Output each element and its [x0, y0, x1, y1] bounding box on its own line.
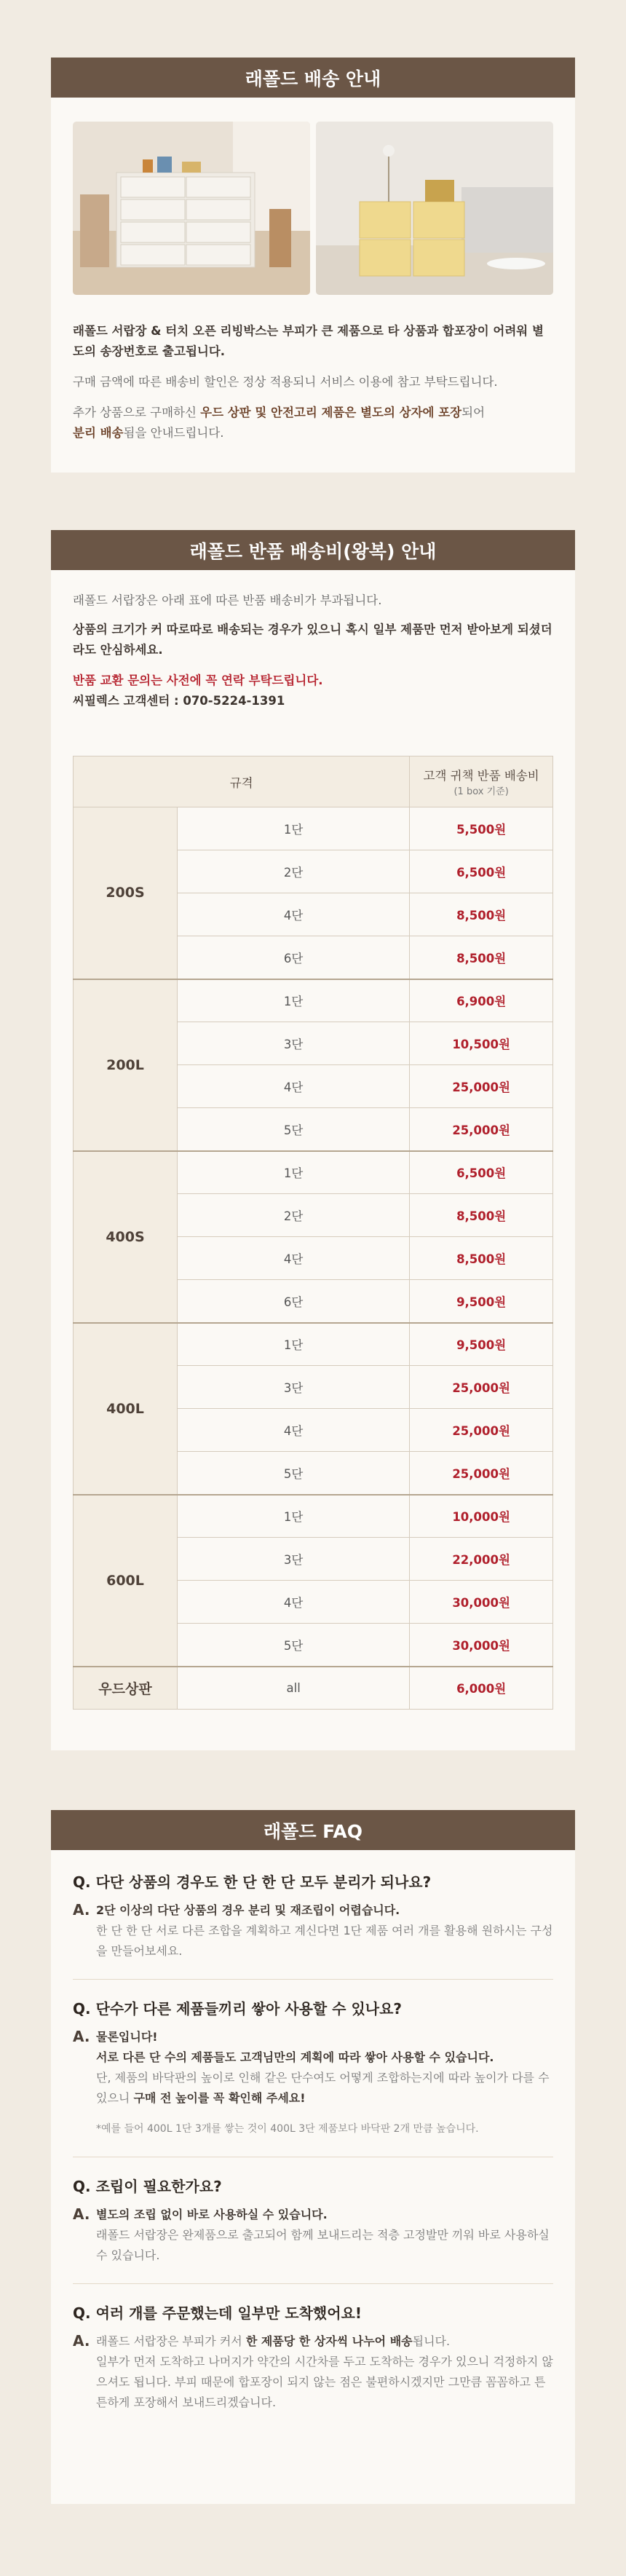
faq-section — [51, 1810, 575, 2504]
fee-cell: 6,000원 — [410, 1667, 553, 1710]
faq-question: Q. 여러 개를 주문했는데 일부만 도착했어요! — [73, 2304, 362, 2322]
answer-mid: 됩니다. — [412, 2334, 451, 2348]
table-row — [74, 1323, 553, 1366]
extra-pre: 추가 상품으로 구매하신 — [73, 406, 201, 419]
returns-line-1: 래폴드 서랍장은 아래 표에 따른 반품 배송비가 부과됩니다. — [73, 593, 382, 607]
faq-answer — [73, 2331, 553, 2413]
spec-group-cell: 200L — [74, 979, 178, 1151]
tier-cell: 3단 — [178, 1022, 410, 1065]
fee-cell: 25,000원 — [410, 1108, 553, 1151]
fee-cell: 22,000원 — [410, 1538, 553, 1581]
faq-answer — [73, 2205, 553, 2266]
answer-bold: 한 제품당 한 상자씩 나누어 배송 — [245, 2334, 413, 2348]
answer-mark: A. — [73, 2332, 90, 2350]
spec-group-cell: 600L — [74, 1495, 178, 1667]
fee-cell: 10,500원 — [410, 1022, 553, 1065]
tier-cell: 4단 — [178, 1409, 410, 1452]
return-fee-table — [73, 756, 553, 1710]
header-fee-label: 고객 귀책 반품 배송비 — [423, 769, 539, 783]
tier-cell: 1단 — [178, 807, 410, 850]
tier-cell: 5단 — [178, 1624, 410, 1667]
shipping-intro: 래폴드 서랍장 & 터치 오픈 리빙박스는 부피가 큰 제품으로 타 상품과 합포장이 어려워 별도의 송장번호로 출고됩니다. — [73, 324, 544, 358]
faq-question: Q. 다단 상품의 경우도 한 단 한 단 모두 분리가 되나요? — [73, 1873, 432, 1891]
tier-cell: 3단 — [178, 1538, 410, 1581]
faq-item — [73, 1853, 553, 1980]
table-row — [74, 807, 553, 850]
spec-group-cell: 우드상판 — [74, 1667, 178, 1710]
answer-mark: A. — [73, 2205, 90, 2223]
fee-cell: 9,500원 — [410, 1280, 553, 1323]
answer-text-bold: 구매 전 높이를 꼭 확인해 주세요! — [133, 2091, 306, 2105]
tier-cell: 1단 — [178, 979, 410, 1022]
fee-cell: 30,000원 — [410, 1624, 553, 1667]
fee-cell: 8,500원 — [410, 1237, 553, 1280]
faq-title: 래폴드 FAQ — [51, 1810, 575, 1850]
shipping-title: 래폴드 배송 안내 — [51, 58, 575, 98]
tier-cell: 6단 — [178, 936, 410, 979]
faq-question: Q. 단수가 다른 제품들끼리 쌓아 사용할 수 있나요? — [73, 2000, 403, 2018]
answer-pre: 래폴드 서랍장은 부피가 커서 — [96, 2334, 246, 2348]
tier-cell: 1단 — [178, 1323, 410, 1366]
tier-cell: 4단 — [178, 893, 410, 936]
shipping-extra-note — [73, 403, 553, 443]
fee-cell: 25,000원 — [410, 1065, 553, 1108]
faq-answer — [73, 1900, 553, 1961]
tier-cell: 1단 — [178, 1151, 410, 1194]
tier-cell: 5단 — [178, 1452, 410, 1495]
answer-bold: 2단 이상의 다단 상품의 경우 분리 및 재조립이 어렵습니다. — [96, 1903, 400, 1917]
extra-bold-1: 우드 상판 및 안전고리 제품은 별도의 상자에 포장 — [200, 406, 462, 419]
tier-cell: 3단 — [178, 1366, 410, 1409]
spec-group-cell: 400L — [74, 1323, 178, 1495]
fee-cell: 8,500원 — [410, 1194, 553, 1237]
returns-contact: 씨필렉스 고객센터 : 070-5224-1391 — [73, 694, 285, 708]
tier-cell: 4단 — [178, 1581, 410, 1624]
table-header-row — [74, 756, 553, 807]
fee-cell: 6,500원 — [410, 1151, 553, 1194]
tier-cell: 2단 — [178, 850, 410, 893]
tier-cell: 4단 — [178, 1237, 410, 1280]
tier-cell: 1단 — [178, 1495, 410, 1538]
fee-cell: 6,900원 — [410, 979, 553, 1022]
table-row — [74, 1151, 553, 1194]
fee-cell: 25,000원 — [410, 1409, 553, 1452]
tier-cell: all — [178, 1667, 410, 1710]
fee-cell: 8,500원 — [410, 936, 553, 979]
photo-white-drawers — [73, 122, 310, 295]
answer-mark: A. — [73, 1901, 90, 1919]
photo-yellow-boxes — [316, 122, 553, 295]
fee-cell: 5,500원 — [410, 807, 553, 850]
header-fee — [410, 756, 553, 807]
tier-cell: 5단 — [178, 1108, 410, 1151]
extra-post: 됨을 안내드립니다. — [123, 426, 224, 440]
table-row — [74, 979, 553, 1022]
answer-text: 한 단 한 단 서로 다른 조합을 계획하고 계신다면 1단 제품 여러 개를 활용해 원하시는 구성을 만들어보세요. — [96, 1924, 553, 1958]
answer-text: 단, 제품의 바닥판의 높이로 인해 같은 단수여도 어떻게 조합하는지에 따라 높이가 다를 수 있으니 — [96, 2071, 550, 2105]
faq-item — [73, 1980, 553, 2157]
faq-item — [73, 2157, 553, 2284]
table-body — [74, 807, 553, 1710]
returns-section — [51, 530, 575, 1750]
answer-bold: 별도의 조립 없이 바로 사용하실 수 있습니다. — [96, 2208, 328, 2221]
returns-title: 래폴드 반품 배송비(왕복) 안내 — [51, 530, 575, 570]
shipping-section — [51, 58, 575, 473]
extra-mid: 되어 — [461, 406, 486, 419]
product-photos — [73, 122, 553, 295]
tier-cell: 6단 — [178, 1280, 410, 1323]
faq-question: Q. 조립이 필요한가요? — [73, 2178, 222, 2195]
answer-text: 일부가 먼저 도착하고 나머지가 약간의 시간차를 두고 도착하는 경우가 있으니 걱정하지 않으셔도 됩니다. 부피 때문에 합포장이 되지 않는 점은 불편하시겠지만 그만큼 꼼꼼하고 튼튼하게 포장해서 보내드리겠습니다. — [96, 2355, 553, 2409]
answer-footnote: *예를 들어 400L 1단 3개를 쌓는 것이 400L 3단 제품보다 바닥판 2개 만큼 높습니다. — [96, 2123, 479, 2135]
tier-cell: 4단 — [178, 1065, 410, 1108]
header-fee-sub: (1 box 기준) — [453, 786, 509, 797]
fee-cell: 9,500원 — [410, 1323, 553, 1366]
shipping-discount-note: 구매 금액에 따른 배송비 할인은 정상 적용되니 서비스 이용에 참고 부탁드립니다. — [73, 375, 498, 389]
answer-text: 래폴드 서랍장은 완제품으로 출고되어 함께 보내드리는 적층 고정발만 끼워 바로 사용하실 수 있습니다. — [96, 2228, 550, 2262]
spec-group-cell: 400S — [74, 1151, 178, 1323]
tier-cell: 2단 — [178, 1194, 410, 1237]
answer-mark: A. — [73, 2028, 90, 2045]
fee-cell: 8,500원 — [410, 893, 553, 936]
faq-item — [73, 2284, 553, 2430]
fee-cell: 25,000원 — [410, 1452, 553, 1495]
fee-cell: 6,500원 — [410, 850, 553, 893]
fee-cell: 25,000원 — [410, 1366, 553, 1409]
fee-cell: 10,000원 — [410, 1495, 553, 1538]
spec-group-cell: 200S — [74, 807, 178, 979]
extra-bold-2: 분리 배송 — [73, 426, 124, 440]
fee-cell: 30,000원 — [410, 1581, 553, 1624]
table-row — [74, 1667, 553, 1710]
faq-answer — [73, 2027, 553, 2139]
table-row — [74, 1495, 553, 1538]
answer-bold: 물론입니다! 서로 다른 단 수의 제품들도 고객님만의 계획에 따라 쌓아 사용할 수 있습니다. — [96, 2030, 494, 2064]
returns-line-2: 상품의 크기가 커 따로따로 배송되는 경우가 있으니 혹시 일부 제품만 먼저 받아보게 되셨더라도 안심하세요. — [73, 623, 552, 657]
returns-line-3: 반품 교환 문의는 사전에 꼭 연락 부탁드립니다. — [73, 673, 323, 687]
header-spec: 규격 — [74, 756, 410, 807]
